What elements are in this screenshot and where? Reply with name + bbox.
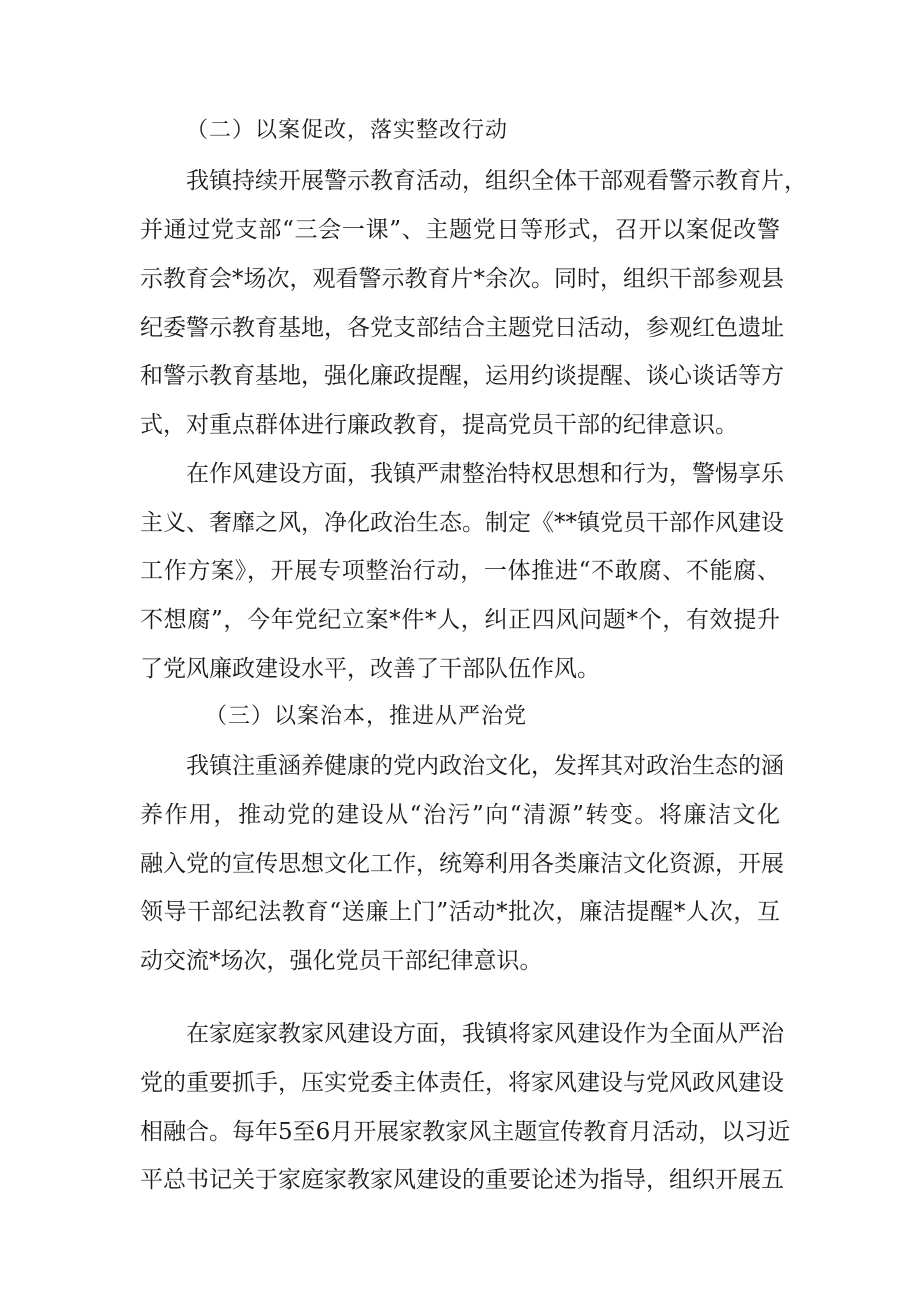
text-line: 融入党的宣传思想文化工作，统筹利用各类廉洁文化资源，开展 bbox=[140, 851, 784, 877]
text-line: 式，对重点群体进行廉政教育，提高党员干部的纪律意识。 bbox=[140, 412, 738, 438]
text-line: 养作用，推动党的建设从“治污”向“清源”转变。将廉洁文化 bbox=[140, 802, 780, 828]
text-line: 和警示教育基地，强化廉政提醒，运用约谈提醒、谈心谈话等方 bbox=[140, 363, 784, 389]
text-line: 领导干部纪法教育“送廉上门”活动*批次，廉洁提醒*人次，互 bbox=[140, 899, 780, 925]
text-line: 平总书记关于家庭家教家风建设的重要论述为指导，组织开展五 bbox=[140, 1167, 784, 1193]
text-line: 相融合。每年5至6月开展家教家风主题宣传教育月活动，以习近 bbox=[140, 1119, 791, 1145]
text-line: 示教育会*场次，观看警示教育片*余次。同时，组织干部参观县 bbox=[140, 266, 784, 292]
section-heading-3: （三）以案治本，推进从严治党 bbox=[205, 704, 528, 729]
text-line: 工作方案》，开展专项整治行动，一体推进“不敢腐、不能腐、 bbox=[140, 558, 780, 584]
text-line: 了党风廉政建设水平，改善了干部队伍作风。 bbox=[140, 656, 600, 682]
text-line: 在家庭家教家风建设方面，我镇将家风建设作为全面从严治 bbox=[186, 1021, 784, 1047]
text-line: 主义、奢靡之风，净化政治生态。制定《**镇党员干部作风建设 bbox=[140, 510, 784, 536]
text-line: 动交流*场次，强化党员干部纪律意识。 bbox=[140, 948, 543, 974]
text-line: 我镇持续开展警示教育活动，组织全体干部观看警示教育片， bbox=[186, 168, 807, 194]
text-line: 党的重要抓手，压实党委主体责任，将家风建设与党风政风建设 bbox=[140, 1070, 784, 1096]
section-heading-2: （二）以案促改，落实整改行动 bbox=[186, 118, 509, 143]
text-line: 不想腐”，今年党纪立案*件*人，纠正四风问题*个，有效提升 bbox=[140, 607, 780, 633]
text-line: 并通过党支部“三会一课”、主题党日等形式，召开以案促改警 bbox=[140, 217, 780, 243]
text-line: 我镇注重涵养健康的党内政治文化，发挥其对政治生态的涵 bbox=[186, 753, 784, 779]
text-line: 纪委警示教育基地，各党支部结合主题党日活动，参观红色遗址 bbox=[140, 315, 784, 341]
text-line: 在作风建设方面，我镇严肃整治特权思想和行为，警惕享乐 bbox=[186, 461, 784, 487]
